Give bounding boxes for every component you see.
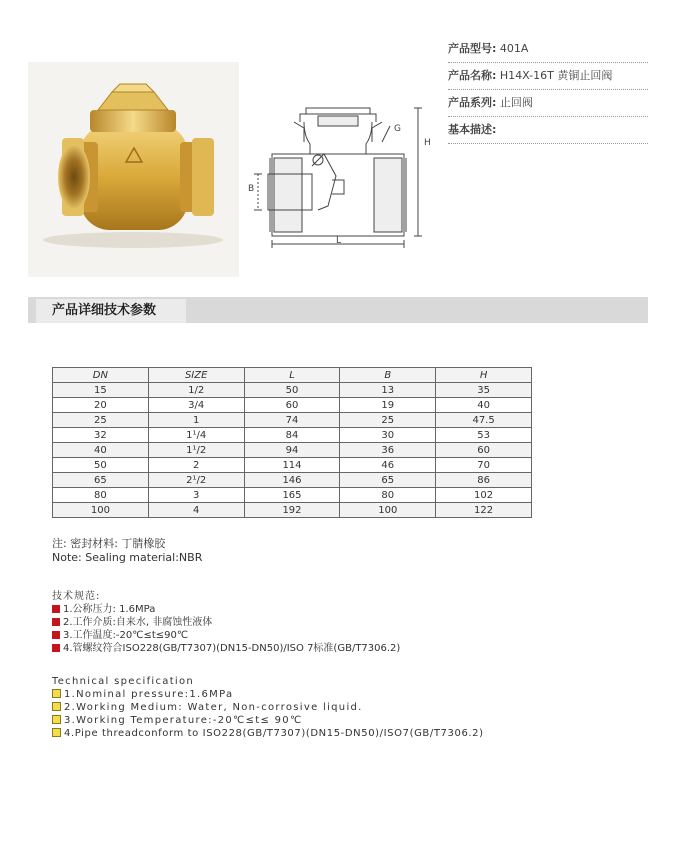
drawing-label-h: H (424, 138, 431, 148)
cell-dn: 80 (53, 488, 149, 503)
cell-dn: 50 (53, 458, 149, 473)
red-square-icon (52, 644, 60, 652)
cell-h: 60 (436, 443, 532, 458)
cell-b: 19 (340, 398, 436, 413)
cell-dn: 25 (53, 413, 149, 428)
tech-spec-en-item (52, 714, 484, 727)
spec-series-label: 产品系列: (448, 96, 497, 109)
cell-size: 1¹/4 (148, 428, 244, 443)
cell-h: 35 (436, 383, 532, 398)
cell-b: 30 (340, 428, 436, 443)
cell-l: 114 (244, 458, 340, 473)
valve-drawing (248, 96, 436, 256)
tech-spec-cn (52, 587, 400, 655)
tech-spec-en-text: 3.Working Temperature:-20℃≤t≤ 90℃ (64, 715, 303, 726)
cell-dn: 100 (53, 503, 149, 518)
note-en: Note: Sealing material:NBR (52, 551, 203, 564)
cell-h: 47.5 (436, 413, 532, 428)
cell-l: 74 (244, 413, 340, 428)
spec-row-model (448, 36, 648, 63)
cell-dn: 20 (53, 398, 149, 413)
table-row (53, 443, 532, 458)
spec-model-label: 产品型号: (448, 42, 497, 55)
note-cn: 注: 密封材料: 丁腈橡胶 (52, 537, 166, 550)
tech-spec-cn-item (52, 603, 400, 616)
cell-size: 1/2 (148, 383, 244, 398)
tech-spec-cn-text: 2.工作介质:自来水, 非腐蚀性液体 (63, 617, 213, 628)
drawing-label-l: L (336, 236, 342, 246)
cell-b: 13 (340, 383, 436, 398)
tech-spec-cn-item (52, 629, 400, 642)
table-row (53, 398, 532, 413)
spec-row-name (448, 63, 648, 90)
cell-b: 100 (340, 503, 436, 518)
cell-b: 46 (340, 458, 436, 473)
tech-spec-cn-item (52, 616, 400, 629)
spec-row-description (448, 117, 648, 144)
tech-spec-en-item (52, 688, 484, 701)
cell-size: 1 (148, 413, 244, 428)
cell-h: 40 (436, 398, 532, 413)
tech-spec-cn-text: 1.公称压力: 1.6MPa (63, 604, 156, 615)
table-row (53, 488, 532, 503)
tech-spec-cn-text: 4.管螺纹符合ISO228(GB/T7307)(DN15-DN50)/ISO 7标准(GB/T7306.2) (63, 643, 401, 654)
tech-spec-en-item (52, 727, 484, 740)
cell-h: 70 (436, 458, 532, 473)
tech-spec-cn-title: 技术规范: (52, 591, 101, 602)
cell-l: 165 (244, 488, 340, 503)
tech-spec-en (52, 676, 484, 740)
cell-b: 65 (340, 473, 436, 488)
red-square-icon (52, 618, 60, 626)
cell-b: 25 (340, 413, 436, 428)
cell-size: 3/4 (148, 398, 244, 413)
cell-h: 122 (436, 503, 532, 518)
cell-l: 192 (244, 503, 340, 518)
cell-h: 86 (436, 473, 532, 488)
cell-l: 146 (244, 473, 340, 488)
tech-spec-en-title: Technical specification (52, 676, 195, 687)
tech-spec-en-item (52, 701, 484, 714)
cell-h: 53 (436, 428, 532, 443)
cell-l: 50 (244, 383, 340, 398)
cell-size: 4 (148, 503, 244, 518)
table-row (53, 473, 532, 488)
spec-name-label: 产品名称: (448, 69, 497, 82)
product-photo (28, 62, 239, 277)
header-dn: DN (53, 368, 149, 383)
table-row (53, 503, 532, 518)
yellow-square-icon (52, 689, 61, 698)
red-square-icon (52, 605, 60, 613)
header-l: L (244, 368, 340, 383)
spec-model-value: 401A (496, 42, 529, 55)
cell-h: 102 (436, 488, 532, 503)
section-title: 产品详细技术参数 (36, 299, 186, 323)
product-spec-list (448, 36, 648, 144)
spec-row-series (448, 90, 648, 117)
tech-spec-en-text: 1.Nominal pressure:1.6MPa (64, 689, 234, 700)
cell-l: 94 (244, 443, 340, 458)
cell-l: 60 (244, 398, 340, 413)
table-row (53, 428, 532, 443)
red-square-icon (52, 631, 60, 639)
cell-b: 36 (340, 443, 436, 458)
spec-series-value: 止回阀 (496, 96, 533, 109)
table-header-row (53, 368, 532, 383)
spec-description-label: 基本描述: (448, 123, 497, 136)
table-row (53, 458, 532, 473)
yellow-square-icon (52, 702, 61, 711)
table-row (53, 413, 532, 428)
spec-name-value: H14X-16T 黄铜止回阀 (496, 69, 613, 82)
header-b: B (340, 368, 436, 383)
header-h: H (436, 368, 532, 383)
tech-spec-en-text: 4.Pipe threadconform to ISO228(GB/T7307)(DN15-DN50)/ISO7(GB/T7306.2) (64, 728, 484, 739)
cell-size: 3 (148, 488, 244, 503)
cell-dn: 32 (53, 428, 149, 443)
cell-size: 1¹/2 (148, 443, 244, 458)
table-row (53, 383, 532, 398)
yellow-square-icon (52, 715, 61, 724)
drawing-label-b: B (248, 184, 255, 194)
drawing-label-g: G (394, 124, 401, 134)
cell-dn: 65 (53, 473, 149, 488)
tech-spec-cn-text: 3.工作温度:-20℃≤t≤90℃ (63, 630, 189, 641)
cell-l: 84 (244, 428, 340, 443)
cell-size: 2 (148, 458, 244, 473)
tech-spec-en-text: 2.Working Medium: Water, Non-corrosive liquid. (64, 702, 363, 713)
cell-dn: 40 (53, 443, 149, 458)
yellow-square-icon (52, 728, 61, 737)
tech-spec-cn-item (52, 642, 400, 655)
cell-b: 80 (340, 488, 436, 503)
header-size: SIZE (148, 368, 244, 383)
cell-dn: 15 (53, 383, 149, 398)
dimensions-table (52, 367, 532, 518)
cell-size: 2¹/2 (148, 473, 244, 488)
